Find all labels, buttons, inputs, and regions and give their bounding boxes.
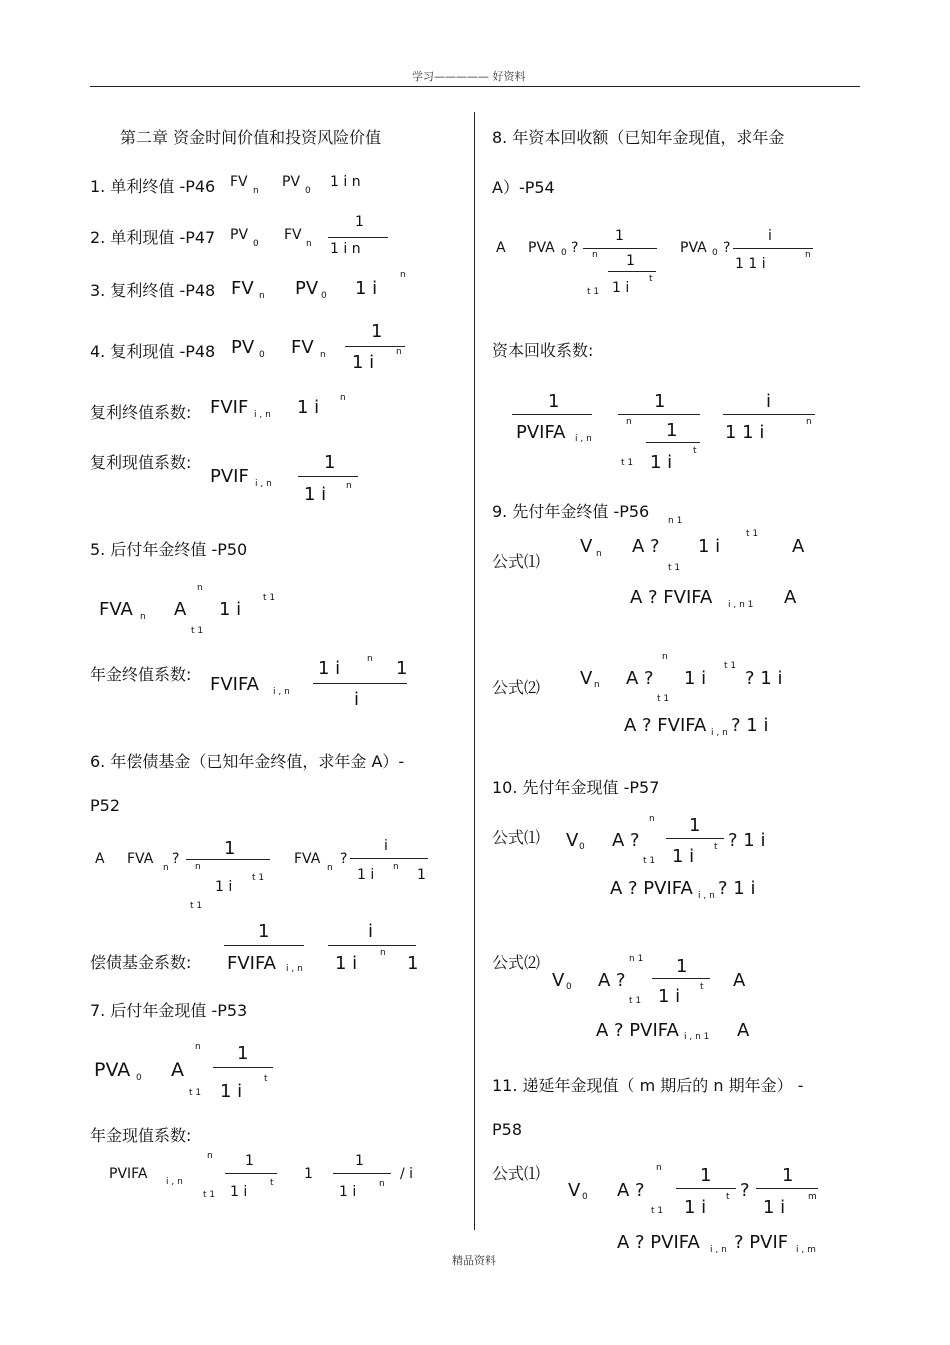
label-fvif: 复利终值系数: (90, 403, 192, 422)
header-rule (90, 86, 860, 87)
label-sinking-fund-coef: 偿债基金系数: (90, 953, 192, 972)
label-ordinary-annuity-fv: 5. 后付年金终值 -P50 (90, 540, 248, 559)
page-header: 学习————— 好资料 (412, 70, 526, 83)
label-capital-recovery: 8. 年资本回收额（已知年金现值，求年金 (492, 128, 785, 147)
label-simple-pv: 2. 单利现值 -P47 (90, 228, 216, 247)
label-pvif: 复利现值系数: (90, 453, 192, 472)
label-simple-fv: 1. 单利终值 -P46 (90, 177, 216, 196)
column-divider (474, 112, 475, 1230)
label-annuity-due-fv: 9. 先付年金终值 -P56 (492, 502, 650, 521)
label-deferred-annuity-pv: 11. 递延年金现值（ m 期后的 n 期年金） - (492, 1076, 804, 1095)
label-capital-recovery-coef: 资本回收系数: (492, 341, 594, 360)
label-compound-fv: 3. 复利终值 -P48 (90, 281, 216, 300)
label-pvifa: 年金现值系数: (90, 1126, 192, 1145)
label-annuity-due-pv: 10. 先付年金现值 -P57 (492, 778, 660, 797)
label-ordinary-annuity-pv: 7. 后付年金现值 -P53 (90, 1001, 248, 1020)
label-sinking-fund: 6. 年偿债基金（已知年金终值，求年金 A）- (90, 752, 405, 771)
label-fvifa: 年金终值系数: (90, 665, 192, 684)
page-footer: 精品资料 (452, 1254, 496, 1267)
label-compound-pv: 4. 复利现值 -P48 (90, 342, 216, 361)
chapter-title: 第二章 资金时间价值和投资风险价值 (120, 128, 382, 147)
